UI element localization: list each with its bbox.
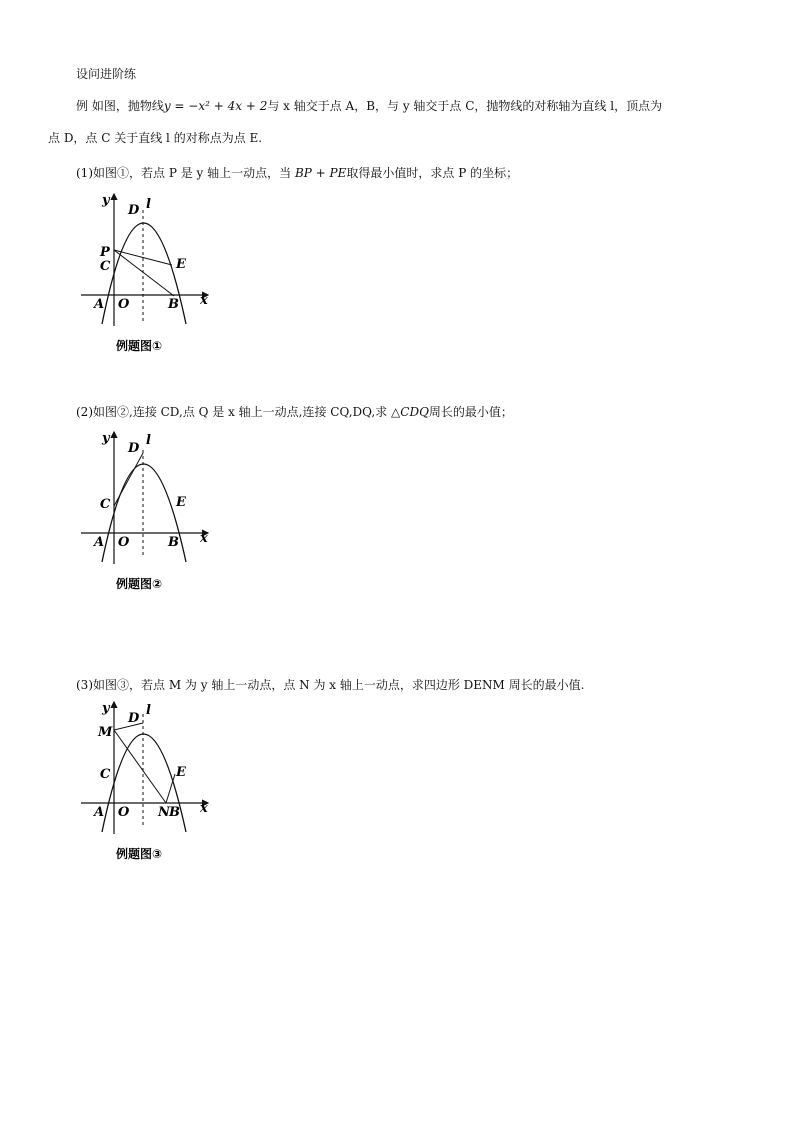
label-c: C — [100, 497, 111, 512]
label-c: C — [100, 259, 111, 274]
label-y: y — [102, 193, 110, 208]
question-2 — [76, 404, 513, 420]
figure-1 — [76, 188, 216, 358]
label-a: A — [94, 297, 105, 312]
label-l: l — [146, 433, 151, 448]
question-1-pre: (1)如图①，若点 P 是 y 轴上一动点，当 — [76, 166, 292, 180]
segment-mn — [114, 730, 166, 803]
label-a: A — [94, 535, 105, 550]
label-m: M — [98, 725, 113, 740]
label-o: O — [118, 805, 130, 820]
label-d: D — [128, 711, 140, 726]
label-y: y — [102, 701, 110, 716]
segment-pb — [114, 250, 174, 296]
segment-cd — [114, 453, 143, 506]
label-d: D — [128, 203, 140, 218]
section-header: 设问进阶练 — [76, 67, 137, 81]
example-rest: 与 x 轴交于点 A，B，与 y 轴交于点 C，抛物线的对称轴为直线 l，顶点为 — [267, 99, 663, 113]
example-line-1 — [76, 98, 662, 114]
figure-3-caption: 例题图③ — [116, 847, 163, 861]
label-e: E — [176, 495, 186, 510]
label-c: C — [100, 767, 111, 782]
question-2-math: CDQ — [400, 405, 429, 419]
label-x: x — [200, 293, 208, 308]
question-3: (3)如图③，若点 M 为 y 轴上一动点，点 N 为 x 轴上一动点，求四边形 DENM 周长的最小值. — [76, 678, 585, 692]
label-x: x — [200, 531, 208, 546]
label-b: B — [168, 535, 179, 550]
figure-1-caption: 例题图① — [116, 339, 163, 353]
figure-3 — [76, 698, 216, 868]
label-d: D — [128, 441, 140, 456]
question-1-math: BP + PE — [294, 166, 347, 180]
label-e: E — [176, 257, 186, 272]
label-y: y — [102, 431, 110, 446]
label-l: l — [146, 703, 151, 718]
label-b: B — [169, 805, 180, 820]
segment-ne — [166, 774, 175, 803]
example-line-2: 点 D，点 C 关于直线 l 的对称点为点 E. — [48, 131, 263, 145]
parabola-equation: y = −x² + 4x + 2 — [163, 99, 268, 113]
label-l: l — [146, 197, 151, 212]
question-2-post: 周长的最小值； — [428, 405, 513, 419]
figure-2 — [76, 428, 216, 598]
label-x: x — [200, 801, 208, 816]
label-n: N — [158, 805, 170, 820]
question-2-pre: (2)如图②,连接 CD,点 Q 是 x 轴上一动点,连接 CQ,DQ,求 △ — [76, 405, 401, 419]
example-lead: 例 如图，抛物线 — [76, 99, 164, 113]
label-o: O — [118, 297, 130, 312]
label-b: B — [168, 297, 179, 312]
label-o: O — [118, 535, 130, 550]
question-1 — [76, 165, 518, 181]
question-1-post: 取得最小值时，求点 P 的坐标； — [346, 166, 519, 180]
figure-2-caption: 例题图② — [116, 577, 163, 591]
label-a: A — [94, 805, 105, 820]
label-p: P — [100, 245, 110, 260]
label-e: E — [176, 765, 186, 780]
